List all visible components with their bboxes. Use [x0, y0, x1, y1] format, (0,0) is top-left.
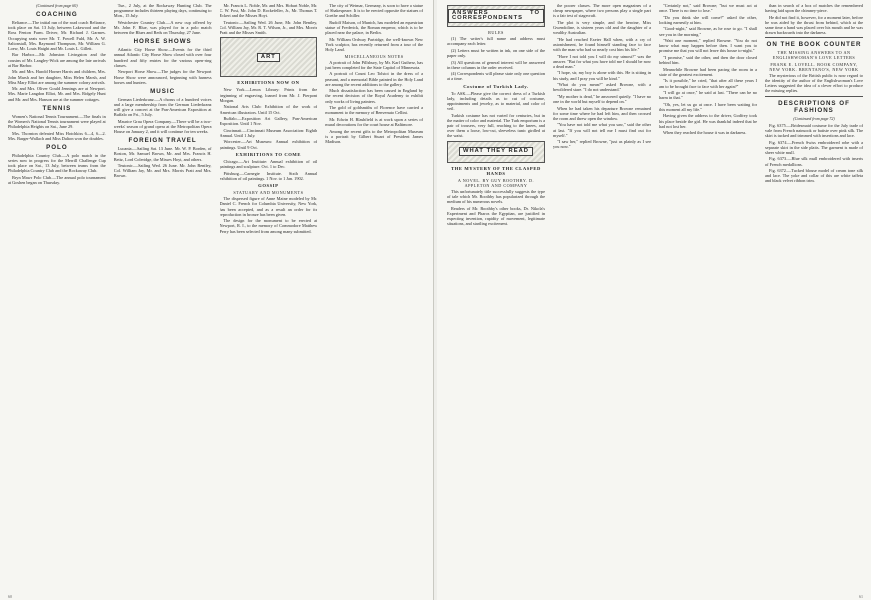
paragraph: Teutonic.—Sailing Wed. 26 June, Mr. John Bentley, Col. William Jay, Mr. R. T. Wilson, Jr., and Mrs. Morris Pratt and the Misses Smith.	[219, 19, 318, 36]
paragraph: Tue., 2 July, at the Rockaway Hunting Club. The programme includes thirteen playing days, continuing to Mon., 15 July.	[113, 3, 212, 19]
section-heading-polo: POLO	[46, 143, 68, 151]
paragraph: Meanwhile Browne had been pacing the room in a state of the greatest excitement.	[659, 66, 757, 77]
art-header-illustration	[220, 37, 318, 77]
section-heading-tennis: TENNIS	[42, 104, 72, 112]
section-heading-book-counter: ON THE BOOK COUNTER	[766, 41, 862, 49]
paragraph: When they reached the house it was in darkness.	[663, 130, 747, 136]
right-column-1	[447, 3, 545, 600]
what-they-read-label: WHAT THEY READ	[459, 147, 533, 156]
section-heading-coaching: COACHING	[36, 11, 78, 19]
paragraph: "Good-night," said Browne, as he rose to go. "I shall see you in the morning."	[659, 26, 757, 37]
paragraph: (4) Correspondents will please state only one question at a time.	[447, 71, 545, 82]
right-page-columns	[447, 3, 863, 600]
paragraph: "Do you think she will come?" asked the other, looking earnestly at him.	[659, 14, 757, 25]
paragraph: He did not find it, however, for a moment later, before he was aided by the thrust from behind, which at the same time a hand was placed over his mouth and he was drawn backwards into the darkness.	[765, 14, 863, 36]
paragraph: "What do you mean?" asked Browne, with a bewildered stare. "I do not understand."	[553, 82, 651, 93]
paragraph: "I saw her," replied Browne, "just as plainly as I see you now."	[553, 139, 651, 150]
paragraph: Bryn Mawr Polo Club.—The annual polo tournament at Goshen began on Thursday.	[8, 174, 106, 186]
paragraph: "My mother is dead," he answered quietly. "I have no one in the world but myself to depend on."	[553, 93, 651, 104]
paragraph: "I will go at once," he said at last. "There can be no harm in that."	[659, 90, 757, 101]
subheading-turkish-costume: Costume of Turkish Lady.	[463, 83, 529, 89]
continued-note: (Continued from page 60)	[36, 3, 78, 8]
paragraph: Mr. and Mrs. Oliver Gould Jennings are at Newport. Mrs. Marie Langdon Elliot, Mr. and Mrs. Ridgely Hunt and Mr. and Mrs. Hanson are at the summer cottages.	[8, 86, 106, 102]
paragraph: German Liederkranz.—A chorus of a hundred voices and a large membership from the German Liederkranz will give a concert at the Pan-American Exposition at Buffalo on Fri., 5 July.	[113, 96, 212, 118]
paragraph: "He had reached Exeter Hall when, with a cry of astonishment, he found himself standing face to face with the man who had so nearly cost him his life."	[553, 36, 651, 53]
paragraph: A portrait of Count Leo Tolstoi in the dress of a peasant, and a memorial Bible painted in the Holy Land are among the recent additions to the gallery.	[325, 71, 423, 87]
paragraph: Worcester.—Art Museum: Annual exhibition of paintings. Until 9 Oct.	[219, 139, 318, 150]
paragraph: "Certainly not," said Browne; "but we must act at once. There is no time to lose."	[659, 3, 757, 14]
right-column-3	[659, 3, 757, 600]
paragraph: "Wait one moment," replied Browne. "You do not know what may happen before then. I want you to promise me that you will not leave this house to-night."	[659, 38, 757, 54]
correspondents-header-illustration	[447, 5, 545, 27]
paragraph: Atlantic City Horse Show.—Events for the third annual Atlantic City Horse Show closed with over four hundred and fifty entries for the various open-ring classes.	[113, 47, 212, 68]
paragraph: (2) Letters must be written in ink, on one side of the paper only.	[447, 47, 545, 59]
left-column-3	[220, 3, 318, 600]
paragraph: Mr. Francis L. Noble, Mr. and Mrs. Hobart Noble, Mr. C. W. Post, Mr. John D. Rockefeller, Jr., Mr. Thomas T. Eckert and the Misses Hoyt.	[219, 3, 318, 19]
correspondents-header-label: ANSWERS TO CORRESPONDENTS	[448, 9, 544, 23]
paragraph: The plot is very simple, and the heroine, Miss Gwendoline, is sixteen years old and the daughter of a wealthy Australian.	[553, 19, 651, 36]
paragraph: "I promise," said the other, and then the door closed behind him.	[659, 54, 757, 66]
paragraph: The gold of goldsmiths of Florence have carried a monument to the memory of Benvenuto Cellini.	[325, 105, 423, 116]
paragraph: Among the recent gifts to the Metropolitan Museum is a portrait by Gilbert Stuart of President James Madison.	[325, 128, 423, 144]
paragraph: (1) The writer's full name and address must accompany each letter.	[447, 36, 545, 47]
rules-heading: RULES	[488, 30, 504, 35]
paragraph: Philadelphia Country Club.—A polo match in the series now in progress for the Merrill Challenge Cup took place on Sat., 13 July, between teams from the Philadelphia Country Club and the Rockaway Club.	[8, 152, 106, 174]
paragraph: Rudolf Maison, of Munich, has modeled an equestrian statue of Frederick, the Roman emperor, which is to be placed near the palace, in Berlin.	[325, 19, 423, 36]
paragraph: "You have not told me what you saw," said the other at last. "If you will not tell me I must find out for myself."	[553, 122, 651, 138]
divider	[765, 37, 863, 38]
paragraph: Reliance.—The initial run of the road coach Reliance, took place on Sat. 13 July, between Lakewood and the Ross Fenton Farm. Driver, Mr. Richard J. Garmes. Occupying seats were Mr. T. Powell Fuld, Mr. A. W. Saltonstall, Mrs. Raymond Thompson, Mr. William G. Loew, Mr. Louis Haight and Mr. Louis L. Gillett.	[8, 20, 106, 51]
paragraph: Westchester Country Club.—A new cup offered by Mr. John F. Blue, was played for in a polo match between the Blues and Reds on Thursday, 27 June.	[113, 19, 212, 36]
paragraph: "I hope, sir, my boy is alone with this. He is sitting in his study, and I pray you will be kind."	[553, 70, 651, 81]
section-heading-fashions: DESCRIPTIONS OF FASHIONS	[778, 99, 850, 114]
paragraph: Much dissatisfaction has been caused in England by the recent decision of the Royal Academy to exhibit only works of living painters.	[325, 88, 423, 104]
section-heading-music: MUSIC	[150, 87, 176, 95]
paragraph: To ASK.—Please give the correct dress of a Turkish lady, including details as to cut of costume, appointments and jewelry, as to material, and color of veil.	[447, 90, 545, 112]
page-number: 60	[8, 594, 12, 599]
paragraph: The design for the monument to be erected at Newport, R. I., to the memory of Commodore Matthew Perry has been selected from among many submitted.	[219, 218, 318, 234]
paragraph: Fig. 6372.—Tucked blouse model of cream tone silk and lace. The yoke and collar of this are white taffeta and black velvet ribbon trim.	[765, 168, 863, 184]
section-heading-horse-shows: HORSE SHOWS	[133, 38, 192, 46]
art-header-label: ART	[257, 53, 280, 62]
paragraph: Mrs. Thornton defeated Miss Hotchkiss 6—4, 6—2. Mrs. Barger-Wallach and Miss Dalton won the doubles.	[8, 130, 106, 141]
continued-note: (Continued from page 72)	[793, 115, 835, 121]
paragraph: Mr. Edwin H. Blashfield is at work upon a series of mural decorations for the court house at Baltimore.	[325, 116, 423, 128]
paragraph: Cincinnati.—Cincinnati Museum Association: Eighth Annual. Until 1 July.	[219, 127, 318, 138]
page-number: 61	[859, 594, 863, 599]
paragraph: Having given the address to the driver, Godfrey took his place beside the girl. He was thankful indeed that he had not lost her.	[659, 113, 757, 129]
left-column-4	[325, 3, 423, 600]
paragraph: This unfortunately title successfully suggests the type of tale which Mr. Boothby has popularized through the medium of his numerous novels.	[447, 189, 545, 205]
paragraph: Buffalo.—Exposition Art Gallery, Pan-American Exposition. Until 1 Nov.	[219, 116, 318, 127]
paragraph: Mr. William Ordway Partridge, the well-known New York sculptor, has recently returned from a tour of the Holy Land.	[325, 36, 423, 53]
paragraph: "Have I not told you I will do my utmost?" was the answer. "But for what you have told me I should be now a dead man."	[553, 53, 651, 69]
left-column-1	[8, 3, 106, 600]
left-page	[0, 0, 434, 600]
right-column-2	[553, 3, 651, 600]
paragraph: "Is it possible," he cried, "that after all these years I am to be brought face to face with her again?"	[659, 78, 757, 89]
book-counter-subtitle: THE MISSING ANSWERS TO AN ENGLISHWOMAN'S LOVE LETTERS	[772, 50, 856, 61]
paragraph: Chicago.—Art Institute: Annual exhibition of oil paintings and sculpture. Oct. 1 to Dec.	[219, 158, 318, 170]
paragraph: "Oh, yes, let us go at once. I have been waiting for this moment all my life."	[659, 101, 757, 112]
paragraph: Fig. 6375.—Bridesmaid costume for the July trade of vale from French nainsook or batiste over pink silk. The skirt is tucked and trimmed with insertions and lace.	[765, 122, 863, 139]
subheading-exhibitions-to-come: EXHIBITIONS TO COME	[235, 151, 302, 157]
paragraph: A portrait of John Pillsbury, by Mr. Karl Gutherz, has just been completed for the State Capitol of Minnesota.	[325, 59, 423, 70]
paragraph: Bar Harbor.—Mr. Johnston Livingston and the cousins of Mr. Langley-Wick are among the late arrivals at Bar Harbor.	[8, 52, 106, 68]
book-byline: A NOVEL. BY GUY BOOTHBY. D. APPLETON AND COMPANY	[457, 177, 535, 188]
left-page-columns	[8, 3, 423, 600]
paragraph: Mr. and Mrs. Harold Horner Harris and children, Mrs. John Marsh and her daughter, Miss Helen Marsh, and Miss Mary Elliot are among the summer colony arrivals.	[8, 69, 106, 85]
paragraph: National Arts Club: Exhibition of the work of American illustrators. Until 15 Oct.	[219, 104, 318, 115]
paragraph: The dispersed figure of Anne Maine modeled by Mr. Daniel C. French for Columbia University, New York, has been accepted, and as a result an order for its reproduction in bronze has been given.	[219, 196, 318, 217]
paragraph: Teutonic.—Sailing Wed. 26 June. Mr. John Bentley, Col. William Jay, Mr. and Mrs. Morris Pratt and Mrs. Brown.	[113, 163, 212, 179]
paragraph: When he had taken his departure Browne remained for some time where he had left him, and then crossed the room and threw open the window.	[553, 105, 651, 121]
right-column-4	[765, 3, 863, 600]
paragraph: the poorer classes. The more open magazines of a cheap newspaper, where two persons play a single part is a fair test of stagecraft.	[553, 3, 651, 19]
book-title: THE MYSTERY OF THE CLASPED HANDS	[451, 165, 541, 176]
paragraph: Maurice Grau Opera Company.—There will be a two-weeks' season of grand opera at the Metropolitan Opera House on January 2, and it will continue for ten weeks.	[113, 118, 212, 135]
paragraph: Newport Horse Show.—The judges for the Newport Horse Show were announced, beginning with harness horses and hunters.	[113, 69, 212, 85]
section-heading-foreign-travel: FOREIGN TRAVEL	[128, 137, 197, 145]
paragraph: Fig. 6373.—Blue silk mull embroidered with inserts of French medallions.	[765, 156, 863, 167]
subheading-exhibitions-now: EXHIBITIONS NOW ON	[237, 80, 300, 86]
paragraph: Lucania.—Sailing Sat. 13 June. Mr. W. P. Borden, of Boston, Mr. Samuel Brown, Mr. and Mrs. Francis H. Bettz, Lord Coleridge, the Misses Hoyt, and others.	[113, 146, 212, 162]
paragraph: Turkish costume has not varied for centuries, but in the matter of color and material. The Turk emporium is a pair of trousers, very full, reaching to the knees, and over them a loose, low-cut, sleeveless tunic girdled at the waist.	[447, 112, 545, 139]
right-page	[437, 0, 871, 600]
paragraph: than in search of a box of matches the remembered having laid upon the chimney-piece.	[765, 3, 863, 14]
gossip-subtitle: STATUARY AND MONUMENTS	[233, 190, 304, 196]
paragraph: Readers of Mr. Boothby's other books, Dr. Nikola's Experiment and Pharos the Egyptian, are justified in expecting invention, rapidity of movement, legitimate situations, and startling excitement.	[447, 206, 545, 227]
paragraph: (3) All questions of general interest will be answered in these columns in the order received.	[447, 59, 545, 70]
paragraph: Pittsburg.—Carnegie Institute. Sixth Annual exhibition of oil paintings. 1 Nov. to 1 Jan. 1902.	[219, 170, 318, 181]
paragraph: The mysterious of the British public is now regard to the identity of the author of the Englishwoman's Love Letters suggested the idea of a clever effort to produce the missing replies.	[765, 72, 863, 94]
paragraph: The city of Weimar, Germany, is soon to have a statue of Shakespeare. It is to be erected opposite the statues of Goethe and Schiller.	[325, 3, 423, 19]
subheading-miscellaneous-notes: MISCELLANEOUS NOTES	[344, 53, 404, 59]
paragraph: New York.—Lenox Library: Prints from the beginning of engraving, loaned from Mr. J. Pierpont Morgan.	[219, 87, 318, 103]
divider	[765, 96, 863, 97]
subheading-gossip: GOSSIP	[258, 182, 279, 188]
what-they-read-header-illustration	[447, 141, 545, 163]
left-column-2	[114, 3, 212, 600]
paragraph: Women's National Tennis Tournament.—The finals in the Women's National Tennis tournament were played at Philadelphia Heights on Sat., June 29.	[8, 113, 106, 129]
paragraph: Fig. 6374.—French Swiss embroidered robe with a separate skirt in the side plaits. The garment is made of sheer white mull.	[765, 139, 863, 155]
book-counter-byline: FRANK E. LOVELL. BOOK COMPANY, NEW YORK. BRENTANO'S, NEW YORK	[769, 61, 859, 72]
